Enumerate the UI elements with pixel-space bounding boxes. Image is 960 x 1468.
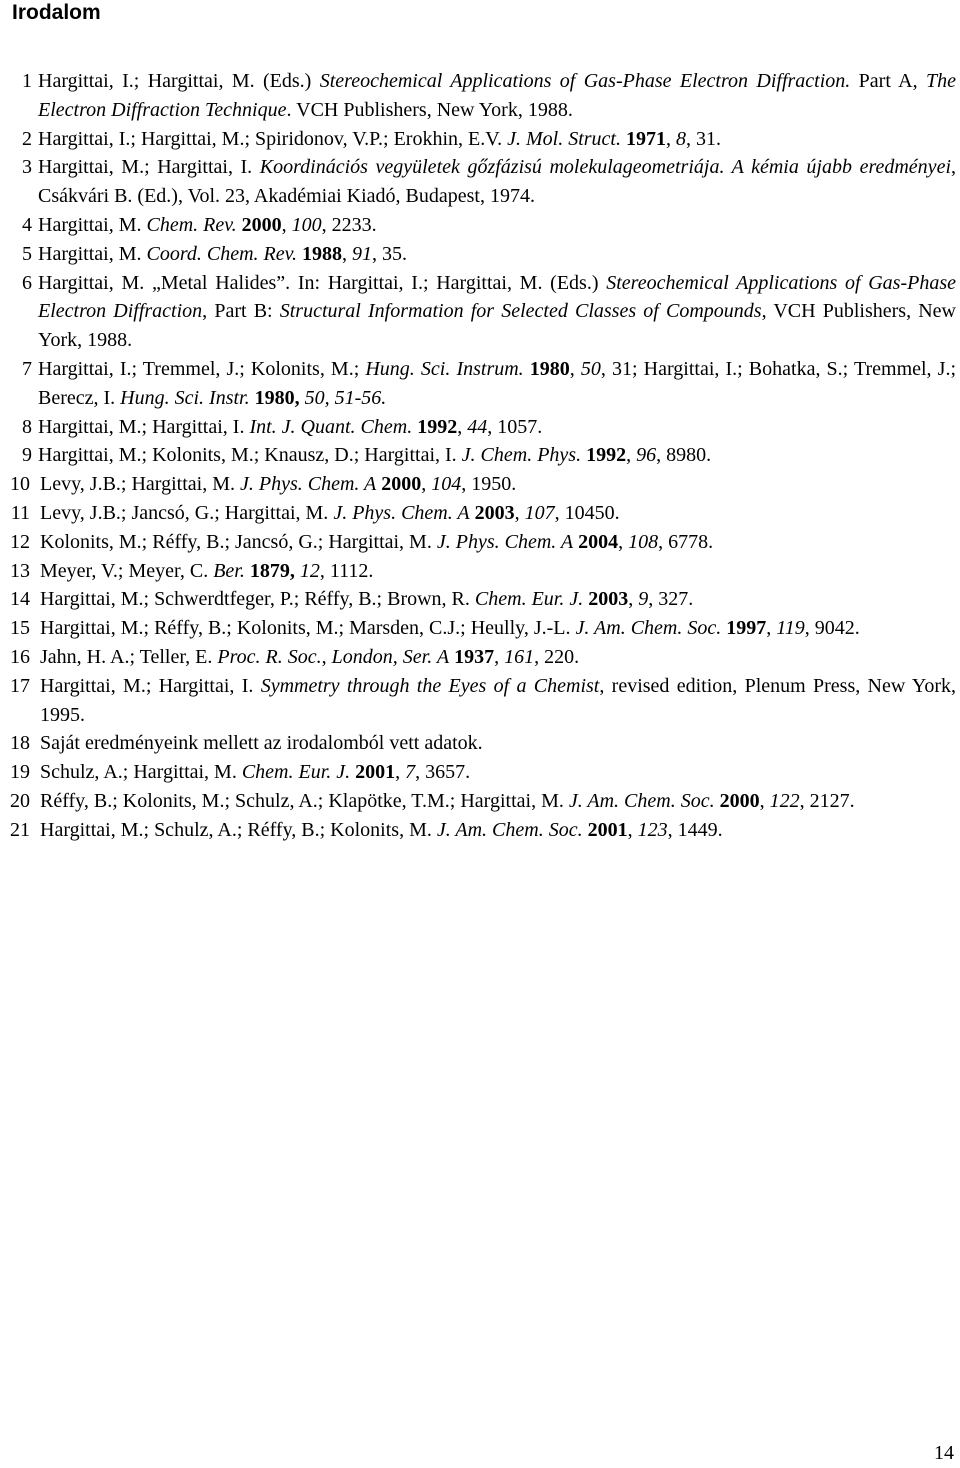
text-segment: , 35. [372,242,408,265]
text-segment: Hargittai, M. [38,213,147,236]
reference-number: 10 [10,473,30,496]
italic-segment: 100 [291,213,322,236]
text-segment: , [457,415,468,438]
text-segment: , [421,473,432,496]
reference-text [38,358,956,409]
text-segment: Hargittai, I.; Tremmel, J.; Kolonits, M.; [38,357,366,380]
reference-item [6,269,956,355]
reference-number: 6 [22,271,32,294]
italic-segment: 96 [636,444,657,467]
text-segment: Levy, J.B.; Hargittai, M. [40,473,240,496]
text-segment: , [766,617,777,640]
text-segment: , [321,645,332,668]
bold-segment: 2000 [719,789,760,812]
text-segment: Kolonits, M.; Réffy, B.; Jancsó, G.; Hargittai, M. [40,530,437,553]
text-segment: Schulz, A.; Hargittai, M. [40,761,242,784]
text-segment: , [342,242,353,265]
bold-segment: 2000 [241,213,282,236]
bold-segment: 1988 [302,242,343,265]
reference-text [38,272,956,352]
bold-segment: 1997 [726,617,767,640]
italic-segment: Koordinációs vegyületek gőzfázisú molekulageometriája. A kémia újabb eredményei [259,156,951,179]
text-segment: , 2127. [799,789,855,812]
italic-segment: Int. J. Quant. Chem. [249,415,413,438]
reference-text [38,128,721,150]
italic-segment: 44 [467,415,488,438]
italic-segment: Proc. R. Soc. [217,645,322,668]
text-segment: Jahn, H. A.; Teller, E. [40,645,218,668]
reference-number: 4 [22,213,32,236]
text-segment: Hargittai, M.; Réffy, B.; Kolonits, M.; Marsden, C.J.; Heully, J.-L. [40,617,576,640]
reference-text [38,444,711,466]
italic-segment: J. Am. Chem. Soc. [436,818,583,841]
italic-segment: Chem. Eur. J. [474,588,584,611]
reference-number: 21 [10,818,30,841]
italic-segment: London, Ser. A [331,645,450,668]
italic-segment: The Electron Diffraction Technique [38,70,957,121]
italic-segment: J. Phys. Chem. A [333,501,470,524]
reference-number: 18 [10,732,30,755]
italic-segment: Structural Information for Selected Classes of Compounds [279,300,762,323]
italic-segment: J. Am. Chem. Soc. [568,789,715,812]
bold-segment: 2000 [381,473,422,496]
text-segment: Levy, J.B.; Jancsó, G.; Hargittai, M. [40,501,334,524]
bold-segment: 2003 [474,501,515,524]
italic-segment: Stereochemical Applications of Gas-Phase Electron Diffraction. [319,70,851,92]
text-segment: Hargittai, M. [38,242,147,265]
text-segment: Hargittai, M.; Schwerdtfeger, P.; Réffy, B.; Brown, R. [40,588,475,611]
text-segment: , Csákvári B. (Ed.), Vol. 23, Akadémiai Kiadó, Budapest, 1974. [38,156,956,208]
italic-segment: Chem. Eur. J. [241,761,351,784]
reference-number: 13 [10,559,30,582]
bold-segment: 1980, [254,386,300,409]
reference-number: 3 [22,156,32,179]
text-segment: , 31. [685,127,721,150]
text-segment: , [281,213,292,236]
text-segment: , [395,761,406,784]
reference-item [6,816,956,845]
reference-item [6,125,956,154]
reference-item [6,211,956,240]
text-segment: , 8980. [656,444,712,467]
text-segment: , [618,530,629,553]
reference-number: 14 [10,588,30,611]
italic-segment: Stereochemical Applications of Gas-Phase Electron Diffraction [38,271,956,323]
reference-item [6,67,956,125]
reference-number: 20 [10,789,30,812]
reference-item [6,240,956,269]
reference-number: 19 [10,761,30,784]
text-segment: , [569,357,581,380]
text-segment: Hargittai, I.; Hargittai, M.; Spiridonov, V.P.; Erokhin, E.V. [38,127,508,150]
text-segment: , 3657. [415,761,471,784]
reference-text [40,473,516,495]
reference-number: 2 [22,127,32,150]
reference-item [6,585,956,614]
reference-text [38,214,377,236]
italic-segment: 12 [299,559,320,582]
text-segment: Hargittai, M. „Metal Halides”. In: Hargittai, I.; Hargittai, M. (Eds.) [38,271,607,294]
reference-text [40,560,373,582]
text-segment: , [626,444,637,467]
italic-segment: 108 [628,530,659,553]
text-segment: , [665,127,676,150]
reference-item [6,153,956,211]
reference-item [6,643,956,672]
reference-text [40,675,956,726]
text-segment: , 31; Hargittai, I.; Bohatka, S.; Tremmel, J.; Berecz, I. [38,357,957,409]
italic-segment: 119 [776,617,805,640]
reference-number: 16 [10,645,30,668]
italic-segment: Symmetry through the Eyes of a Chemist [260,674,600,697]
text-segment: , 1950. [461,473,517,496]
text-segment: , 327. [648,588,694,611]
italic-segment: 50, 51-56. [304,386,387,409]
reference-text [38,416,542,438]
bold-segment: 1937 [454,645,495,668]
italic-segment: J. Am. Chem. Soc. [575,617,722,640]
text-segment: Hargittai, M.; Hargittai, I. [38,415,250,438]
reference-item [6,470,956,499]
section-heading: Irodalom [12,1,101,24]
italic-segment: 9 [638,588,649,611]
text-segment: , 1057. [487,415,543,438]
text-segment: , [759,789,770,812]
reference-text [40,531,713,553]
text-segment: , 10450. [554,501,620,524]
reference-item [6,729,956,758]
text-segment: , [494,645,505,668]
italic-segment: 122 [769,789,800,812]
italic-segment: Hung. Sci. Instrum. [365,357,524,380]
text-segment: , VCH Publishers, New York, 1988. [38,300,956,352]
bold-segment: 1992 [417,415,458,438]
reference-item [6,787,956,816]
italic-segment: J. Phys. Chem. A [239,473,377,496]
text-segment: Réffy, B.; Kolonits, M.; Schulz, A.; Klapötke, T.M.; Hargittai, M. [40,789,569,812]
text-segment: , [628,588,639,611]
reference-number: 11 [10,501,30,524]
reference-text [40,732,483,754]
reference-text [38,70,956,121]
text-segment: Part A, [850,70,927,92]
reference-number: 7 [22,357,32,380]
text-segment: , 1112. [319,559,374,582]
italic-segment: Ber. [213,559,245,582]
bold-segment: 2001 [355,761,396,784]
bold-segment: 2003 [588,588,629,611]
reference-text [40,646,579,668]
reference-text [40,617,860,639]
reference-item [6,413,956,442]
italic-segment: 7 [405,761,416,784]
italic-segment: 91 [352,242,373,265]
text-segment: , 1449. [667,818,723,841]
reference-list [6,67,956,845]
italic-segment: 123 [637,818,668,841]
text-segment: , 9042. [804,617,860,640]
bold-segment: 1980 [529,357,570,380]
text-segment: , revised edition, Plenum Press, New York, 1995. [40,674,956,726]
reference-text [38,156,956,207]
text-segment: , [627,818,638,841]
italic-segment: 161 [504,645,535,668]
reference-item [6,672,956,730]
reference-text [40,588,693,610]
text-segment: , Part B: [202,300,280,323]
text-segment: Saját eredményeink mellett az irodalomból vett adatok. [40,732,483,755]
reference-number: 8 [22,415,32,438]
reference-number: 5 [22,242,32,265]
reference-number: 12 [10,530,30,553]
bold-segment: 1879, [249,559,295,582]
reference-item [6,355,956,413]
reference-text [40,790,855,812]
text-segment: Hargittai, M.; Kolonits, M.; Knausz, D.; Hargittai, I. [38,444,462,467]
bold-segment: 2001 [587,818,628,841]
bold-segment: 1971 [625,127,666,150]
italic-segment: Coord. Chem. Rev. [146,242,298,265]
text-segment: Hargittai, M.; Hargittai, I. [40,674,261,697]
reference-item [6,614,956,643]
reference-text [40,819,723,841]
text-segment: , [514,501,525,524]
reference-item [6,528,956,557]
italic-segment: J. Mol. Struct. [507,127,621,150]
reference-item [6,758,956,787]
text-segment: Hargittai, I.; Hargittai, M. (Eds.) [38,70,320,92]
text-segment: Hargittai, M.; Schulz, A.; Réffy, B.; Kolonits, M. [40,818,437,841]
italic-segment: 104 [431,473,462,496]
text-segment: , 6778. [658,530,714,553]
reference-number: 1 [22,70,32,92]
italic-segment: J. Chem. Phys. [461,444,582,467]
italic-segment: Chem. Rev. [146,213,237,236]
reference-text [40,502,620,524]
text-segment: , 2233. [321,213,377,236]
text-segment: Meyer, V.; Meyer, C. [40,559,214,582]
reference-item [6,441,956,470]
reference-number: 9 [22,444,32,467]
text-segment: . VCH Publishers, New York, 1988. [286,98,573,121]
italic-segment: 8 [675,127,686,150]
reference-item [6,499,956,528]
reference-item [6,557,956,586]
page-number: 14 [934,1442,954,1464]
reference-number: 15 [10,617,30,640]
reference-text [40,761,470,783]
italic-segment: 107 [524,501,555,524]
reference-text [38,243,407,265]
italic-segment: J. Phys. Chem. A [436,530,574,553]
reference-number: 17 [10,674,30,697]
text-segment: Hargittai, M.; Hargittai, I. [38,156,260,179]
italic-segment: 50 [580,357,601,380]
bold-segment: 1992 [586,444,627,467]
text-segment: , 220. [534,645,580,668]
bold-segment: 2004 [578,530,619,553]
italic-segment: Hung. Sci. Instr. [120,386,250,409]
